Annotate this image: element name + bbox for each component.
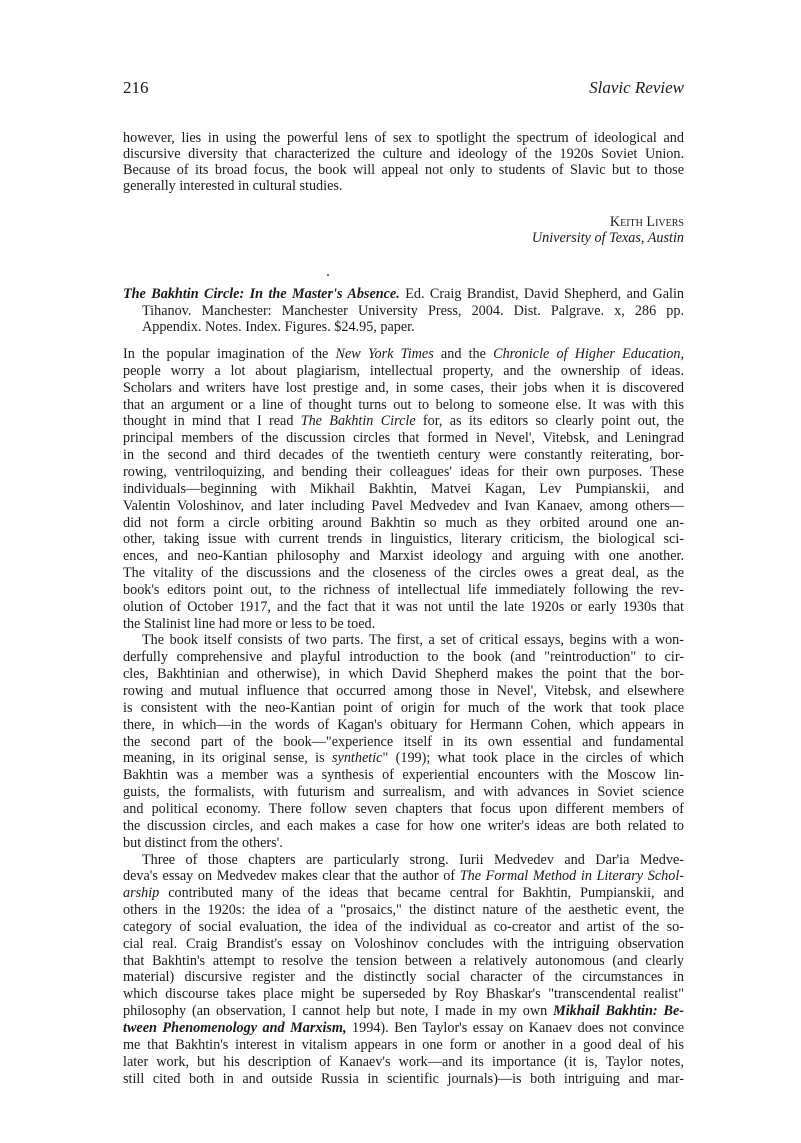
review-text-line	[123, 162, 684, 178]
body-text-line	[123, 734, 684, 750]
body-text-line	[123, 818, 684, 834]
text-run: cles, Bakhtinian and otherwise), in which David Shepherd makes the point that the bor-	[123, 666, 684, 683]
italic-text: synthetic	[332, 750, 383, 767]
body-text-line	[123, 953, 684, 969]
body-text-line	[123, 868, 684, 884]
text-run: the second part of the book—"experience itself in its own essential and fundamental	[123, 733, 684, 750]
text-run: deva's essay on Medvedev makes clear that the author of	[123, 868, 460, 885]
body-text-line	[123, 969, 684, 985]
text-run: generally interested in cultural studies.	[123, 178, 343, 194]
text-run: principal members of the discussion circles that formed in Nevel', Vitebsk, and Leningrad	[123, 430, 684, 447]
body-text-line	[123, 835, 684, 851]
text-run: The book itself consists of two parts. The first, a set of critical essays, begins with a won-	[142, 632, 684, 649]
text-run: which discourse takes place might be superseded by Roy Bhaskar's "transcendental realist"	[123, 986, 684, 1003]
text-run: others in the 1920s: the idea of a "prosaics," the distinct nature of the aesthetic event, the	[123, 902, 684, 919]
text-run: 1994). Ben Taylor's essay on Kanaev does not convince	[346, 1020, 685, 1036]
body-text-line	[123, 885, 684, 901]
body-text-line	[123, 397, 684, 413]
text-run: derfully comprehensive and playful introduction to the book (and "reintroduction" to cir-	[123, 649, 684, 666]
text-run: book's editors point out, to the richness of intellectual life immediately following the rev-	[123, 581, 684, 598]
citation-line	[123, 286, 684, 302]
body-text-line	[123, 649, 684, 665]
journal-title: Slavic Review	[589, 78, 684, 97]
body-text-line	[123, 717, 684, 733]
review-text-line	[123, 146, 684, 162]
text-run: category of social evaluation, the idea of the individual as co-creator and artist of the so-	[123, 918, 684, 935]
text-run: later work, but his description of Kanaev's work—and its importance (it is, Taylor notes,	[123, 1053, 684, 1070]
text-run: contributed many of the ideas that became central for Bakhtin, Pumpianskii, and	[159, 885, 684, 902]
text-run: guists, the formalists, with futurism and surrealism, and with advances in Soviet science	[123, 784, 684, 801]
body-text-line	[123, 700, 684, 716]
body-text-line	[123, 548, 684, 564]
text-run: is consistent with the neo-Kantian point of origin for much of the work that took place	[123, 699, 684, 716]
body-text-line	[123, 784, 684, 800]
body-text-line	[123, 1003, 684, 1019]
page-number: 216	[123, 78, 149, 97]
body-text-line	[123, 413, 684, 429]
body-text-line	[142, 852, 684, 868]
body-text-line	[123, 363, 684, 379]
citation-line	[142, 303, 684, 319]
body-text-line	[123, 498, 684, 514]
review-text-line	[123, 130, 684, 146]
body-text-line	[142, 632, 684, 648]
text-run: but distinct from the others'.	[123, 834, 283, 851]
text-run: Because of its broad focus, the book will appeal not only to students of Slavic but to those	[123, 162, 684, 178]
italic-text: New York Times	[335, 346, 434, 362]
text-run: and political economy. There follow seven chapters that focus upon different members of	[123, 800, 684, 817]
text-run: and the	[433, 346, 494, 362]
text-run: ences, and neo-Kantian philosophy and Marxist ideology and arguing with one another.	[123, 548, 684, 565]
italic-text: The Bakhtin Circle: In the Master's Absence.	[123, 286, 400, 302]
text-run: Bakhtin was a member was a synthesis of experiential encounters with the Moscow lin-	[123, 767, 684, 784]
text-run: olution of October 1917, and the fact that it was not until the late 1920s or early 1930s that	[123, 598, 684, 615]
body-text-line	[123, 380, 684, 396]
body-text-line	[123, 986, 684, 1002]
body-text-line	[123, 919, 684, 935]
body-text-line	[123, 447, 684, 463]
body-text-line	[123, 666, 684, 682]
text-run: there, in which—in the words of Kagan's obituary for Hermann Cohen, which appears in	[123, 716, 684, 733]
body-text-line	[123, 1037, 684, 1053]
text-run: individuals—beginning with Mikhail Bakhtin, Matvei Kagan, Lev Pumpianskii, and	[123, 480, 684, 497]
body-text-line	[123, 515, 684, 531]
text-run: thought in mind that I read	[123, 413, 301, 430]
italic-text: The Bakhtin Circle	[300, 413, 416, 430]
body-text-line	[123, 346, 684, 362]
text-run: in the second and third decades of the twentieth century were constantly reiterating, bor-	[123, 447, 684, 464]
text-run: Valentin Voloshinov, and later including Pavel Medvedev and Ivan Kanaev, among others—	[123, 497, 684, 514]
speck	[327, 274, 329, 276]
text-run: people worry a lot about plagiarism, intellectual property, and the ownership of ideas.	[123, 362, 684, 379]
body-text-line	[123, 599, 684, 615]
text-run: rowing, ventriloquizing, and bending their colleagues' ideas for their own purposes. These	[123, 463, 684, 480]
italic-text: Mikhail Bakhtin: Be-	[553, 1003, 684, 1020]
body-text-line	[123, 767, 684, 783]
body-text-line	[123, 464, 684, 480]
text-run: " (199); what took place in the circles of which	[382, 750, 684, 767]
body-text-line	[123, 430, 684, 446]
body-text-line	[123, 565, 684, 581]
text-run: material) discursive register and the distinctly social character of the circumstances in	[123, 969, 684, 986]
text-run: for, as its editors so clearly point out, the	[415, 413, 684, 430]
text-run: me that Bakhtin's interest in vitalism appears in one form or another in a good deal of his	[123, 1036, 684, 1053]
body-text-line	[123, 582, 684, 598]
italic-text: arship	[123, 885, 160, 902]
text-run: discursive diversity that characterized the culture and ideology of the 1920s Soviet Union.	[123, 146, 684, 162]
text-run: Tihanov. Manchester: Manchester University Press, 2004. Dist. Palgrave. x, 286 pp.	[142, 302, 684, 319]
text-run: rowing and mutual influence that occurred among those in Nevel', Vitebsk, and elsewhere	[123, 683, 684, 699]
body-text-line	[123, 1071, 684, 1087]
body-text-line	[123, 1020, 684, 1036]
body-text-line	[123, 1054, 684, 1070]
body-text-line	[123, 531, 684, 547]
text-run: that an argument or a line of thought turns out to belong to someone else. It was with this	[123, 396, 684, 413]
italic-text: tween Phenomenology and Marxism,	[123, 1020, 347, 1036]
body-text-line	[123, 616, 684, 632]
review-text-line	[123, 178, 684, 194]
text-run: the Stalinist line had more or less to be toed.	[123, 615, 376, 632]
body-text-line	[123, 936, 684, 952]
body-text-line	[123, 481, 684, 497]
body-text-line	[123, 902, 684, 918]
text-run: that Bakhtin's attempt to resolve the tension between a relatively autonomous (and clearly	[123, 952, 684, 969]
citation-line	[142, 319, 684, 335]
reviewer-name: Keith Livers	[609, 214, 684, 230]
text-run: philosophy (an observation, I cannot help but note, I made in my own	[123, 1003, 554, 1020]
body-text-line	[123, 801, 684, 817]
body-text-line	[123, 750, 684, 766]
text-run: other, taking issue with current trends in linguistics, literary criticism, the biological sci-	[123, 531, 684, 548]
reviewer-affiliation: University of Texas, Austin	[531, 230, 684, 246]
text-run: however, lies in using the powerful lens of sex to spotlight the spectrum of ideological and	[123, 130, 684, 146]
text-run: cial real. Craig Brandist's essay on Voloshinov concludes with the intriguing observation	[123, 935, 684, 952]
text-run: still cited both in and outside Russia in scientific journals)—is both intriguing and mar-	[123, 1070, 684, 1087]
text-run: Scholars and writers have lost prestige and, in some cases, their jobs when it is discovered	[123, 379, 684, 396]
italic-text: The Formal Method in Literary Schol-	[459, 868, 684, 885]
text-run: did not form a circle orbiting around Bakhtin so much as they orbited around one an-	[123, 514, 684, 531]
text-run: the discussion circles, and each makes a case for how one writer's ideas are both related to	[123, 817, 684, 834]
text-run: In the popular imagination of the	[123, 346, 336, 362]
text-run: meaning, in its original sense, is	[123, 750, 333, 767]
text-run: Ed. Craig Brandist, David Shepherd, and Galin	[399, 286, 685, 302]
text-run: Three of those chapters are particularly strong. Iurii Medvedev and Dar'ia Medve-	[142, 851, 684, 868]
text-run: Appendix. Notes. Index. Figures. $24.95, paper.	[142, 319, 415, 335]
text-run: The vitality of the discussions and the closeness of the circles owes a great deal, as the	[123, 565, 684, 582]
body-text-line	[123, 683, 684, 699]
italic-text: Chronicle of Higher Education,	[493, 346, 684, 362]
